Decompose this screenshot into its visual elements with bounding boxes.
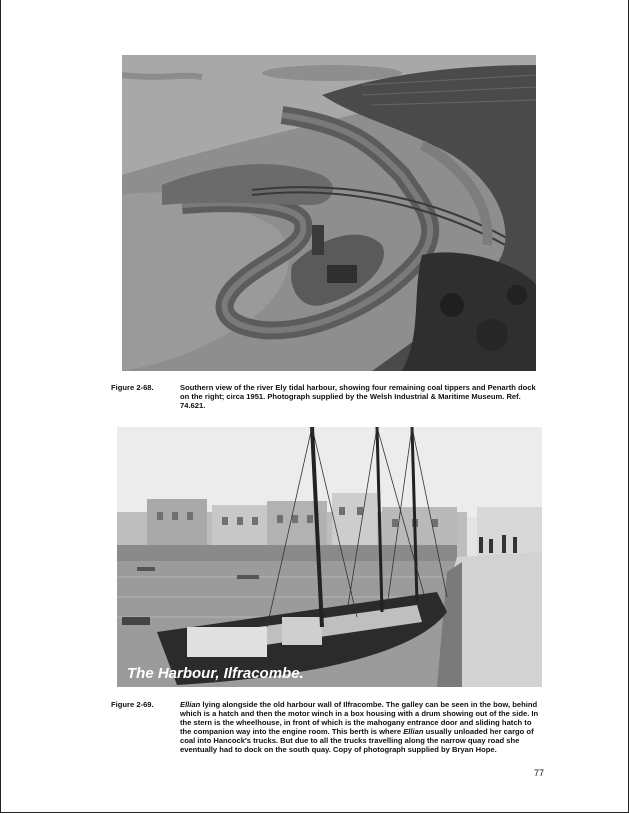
figure-2-68-caption: Southern view of the river Ely tidal harbour, showing four remaining coal tippers and Penarth dock on the right; circa 1951. Photograph supplied by the Welsh Industrial & Maritime Museum. Ref. 74.621. bbox=[180, 383, 536, 410]
aerial-photo-ely-harbour bbox=[122, 55, 536, 371]
photo-overlay-caption: The Harbour, Ilfracombe. bbox=[127, 665, 304, 682]
page-number: 77 bbox=[534, 768, 545, 778]
figure-2-68-label: Figure 2-68. bbox=[111, 383, 154, 392]
harbour-photo-ilfracombe bbox=[117, 427, 542, 687]
figure-2-69-caption bbox=[180, 700, 540, 754]
caption-text-a: lying alongside the old harbour wall of Ilfracombe. The galley can be seen in the bow, behind which is a hatch and then the motor winch in a box housing with a drum showing out of the side. In the stern is the wheelhouse, in front of which is the mahogany entrance door and sliding hatch to the companion way into the engine room. This berth is where bbox=[180, 700, 539, 736]
caption-text-b: usually unloaded her cargo of coal into Hancock's trucks. But due to all the trucks travelling along the narrow quay road she eventually had to dock on the south quay. Copy of photograph supplied by Bryan Hope. bbox=[180, 727, 534, 754]
vessel-name: Ellian bbox=[180, 700, 201, 709]
figure-2-69-label: Figure 2-69. bbox=[111, 700, 154, 709]
vessel-name-2: Ellian bbox=[403, 727, 424, 736]
